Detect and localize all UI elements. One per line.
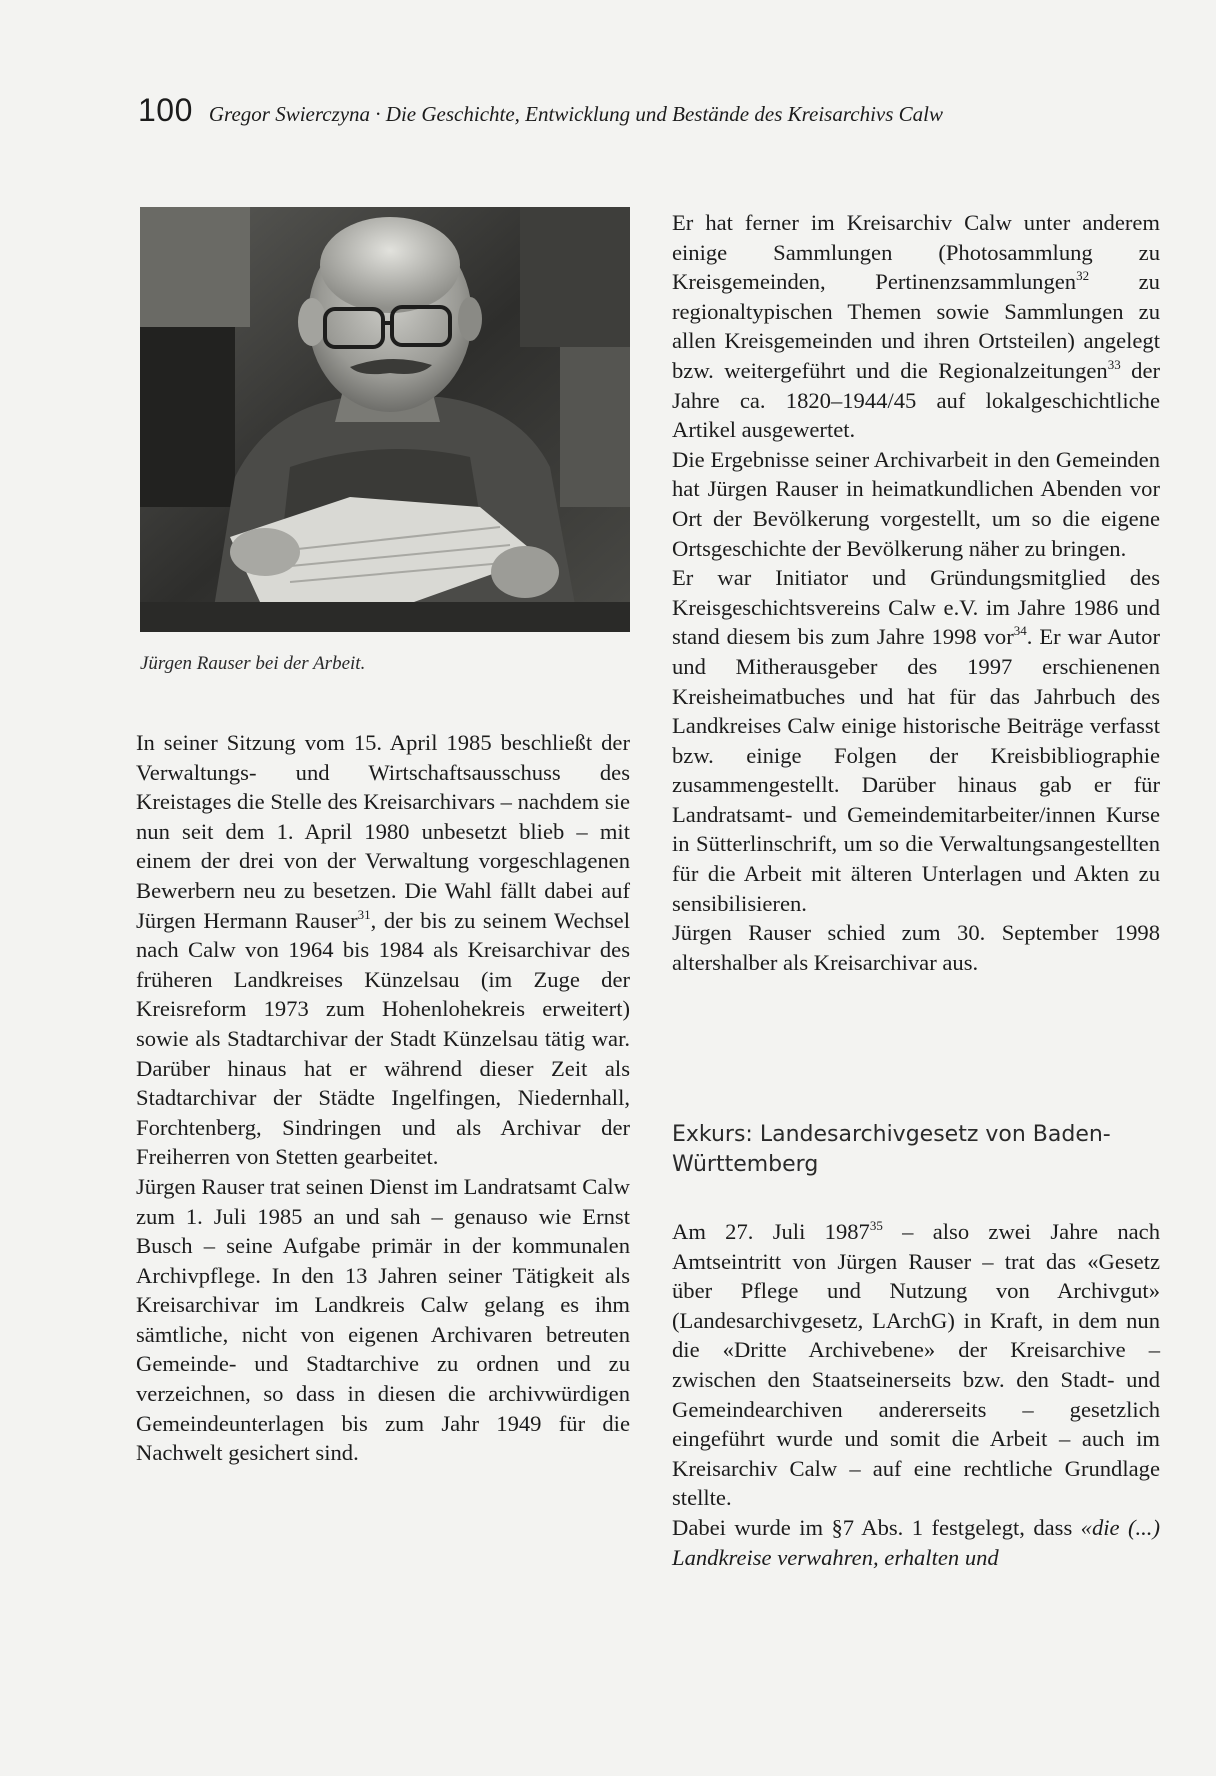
paragraph-text: In seiner Sitzung vom 15. April 1985 beschließt der Verwaltungs- und Wirtschaftsausschuss des Kreistages die Stelle des Kreisarchivars – nachdem sie nun seit dem 1. April 1980 unbesetzt blieb – mit einem der drei von der Verwaltung vorgeschlagenen Bewerbern neu zu besetzen. Die Wahl fällt dabei auf Jürgen Hermann Rauser [136, 730, 630, 933]
paragraph-text: Er war Initiator und Gründungsmitglied des Kreisgeschichtsvereins Calw e.V. im Jahre 1986 und stand diesem bis zum Jahre 1998 vor [672, 565, 1160, 650]
paragraph [672, 1217, 1160, 1513]
paragraph-text: – also zwei Jahre nach Amtseintritt von Jürgen Rauser – trat das «Gesetz über Pflege und Nutzung von Archivgut» (Landesarchivgesetz, LArchG) in Kraft, in dem nun die «Dritte Archivebene» der Kreisarchive – zwischen den Staatseinerseits bzw. den Stadt- und Gemeindearchiven andererseits – gesetzlich eingeführt wurde und somit die Arbeit – auch im Kreisarchiv Calw – auf eine rechtliche Grundlage stellte. [672, 1219, 1160, 1511]
paragraph: Jürgen Rauser trat seinen Dienst im Landratsamt Calw zum 1. Juli 1985 an und sah – genauso wie Ernst Busch – seine Aufgabe primär in der kommunalen Archivpflege. In den 13 Jahren seiner Tätigkeit als Kreisarchivar im Landkreis Calw gelang es ihm sämtliche, nicht von eigenen Archivaren betreuten Gemeinde- und Stadtarchive zu ordnen und zu verzeichnen, so dass in diesen die archivwürdigen Gemeindeunterlagen bis zum Jahr 1949 für die Nachwelt gesichert sind. [136, 1173, 630, 1466]
paragraph [136, 728, 630, 1172]
paragraph [672, 208, 1160, 445]
figure-caption: Jürgen Rauser bei der Arbeit. [140, 653, 366, 674]
quoted-law-text: «die (...) Landkreise verwahren, erhalten und [672, 1514, 1160, 1570]
page-number: 100 [138, 92, 193, 128]
paragraph [672, 563, 1160, 918]
right-column-text-continued [672, 1217, 1160, 1572]
paragraph-text: zu regionaltypischen Themen sowie Sammlungen zu allen Kreisgemeinden und ihren Ortsteilen) angelegt bzw. weitergeführt und die Regionalzeitungen [672, 269, 1160, 383]
section-heading: Exkurs: Landesarchivgesetz von Baden-Württemberg [672, 1122, 1111, 1177]
paragraph: Jürgen Rauser schied zum 30. September 1998 altershalber als Kreisarchivar aus. [672, 920, 1160, 975]
footnote-ref: 32 [1076, 268, 1090, 284]
paragraph-text: , der bis zu seinem Wechsel nach Calw von 1964 bis 1984 als Kreisarchivar des früheren Landkreises Künzelsau (im Zuge der Kreisreform 1973 zum Hohenlohekreis erweitert) sowie als Stadtarchivar der Stadt Künzelsau tätig war. Darüber hinaus hat er während dieser Zeit als Stadtarchivar der Städte Ingelfingen, Niedernhall, Forchtenberg, Sindringen und als Archivar der Freiherren von Stetten gearbeitet. [136, 907, 630, 1170]
archivist-photo [140, 207, 630, 632]
paragraph: Die Ergebnisse seiner Archivarbeit in den Gemeinden hat Jürgen Rauser in heimatkundlichen Abenden vor Ort der Bevölkerung vorgestellt, um so die eigene Ortsgeschichte der Bevölkerung näher zu bringen. [672, 446, 1160, 561]
paragraph-text: Er hat ferner im Kreisarchiv Calw unter anderem einige Sammlungen (Photosammlung zu Kreisgemeinden, Pertinenzsammlungen [672, 210, 1160, 295]
footnote-ref: 34 [1013, 623, 1027, 639]
paragraph-text: Am 27. Juli 1987 [672, 1219, 870, 1244]
footnote-ref: 31 [357, 906, 371, 922]
paragraph-text: der Jahre ca. 1820–1944/45 auf lokalgeschichtliche Artikel ausgewertet. [672, 357, 1160, 443]
running-title: Gregor Swierczyna · Die Geschichte, Entwicklung und Bestände des Kreisarchivs Calw [208, 102, 943, 126]
right-column-text [672, 208, 1160, 977]
left-column-text [136, 728, 630, 1468]
paragraph-text: Dabei wurde im §7 Abs. 1 festgelegt, dass [672, 1514, 1081, 1540]
footnote-ref: 35 [869, 1218, 883, 1233]
footnote-ref: 33 [1107, 356, 1121, 372]
paragraph [672, 1513, 1160, 1572]
paragraph-text: . Er war Autor und Mitherausgeber des 1997 erschienenen Kreisheimatbuches und hat für das Jahrbuch des Landkreises Calw einige historische Beiträge verfasst bzw. einige Folgen der Kreisbibliographie zusammengestellt. Darüber hinaus gab er für Landratsamt- und Gemeindemitarbeiter/innen Kurse in Sütterlinschrift, um so die Verwaltungsangestellten für die Arbeit mit älteren Unterlagen und Akten zu sensibilisieren. [672, 624, 1160, 916]
running-header [138, 92, 1078, 142]
